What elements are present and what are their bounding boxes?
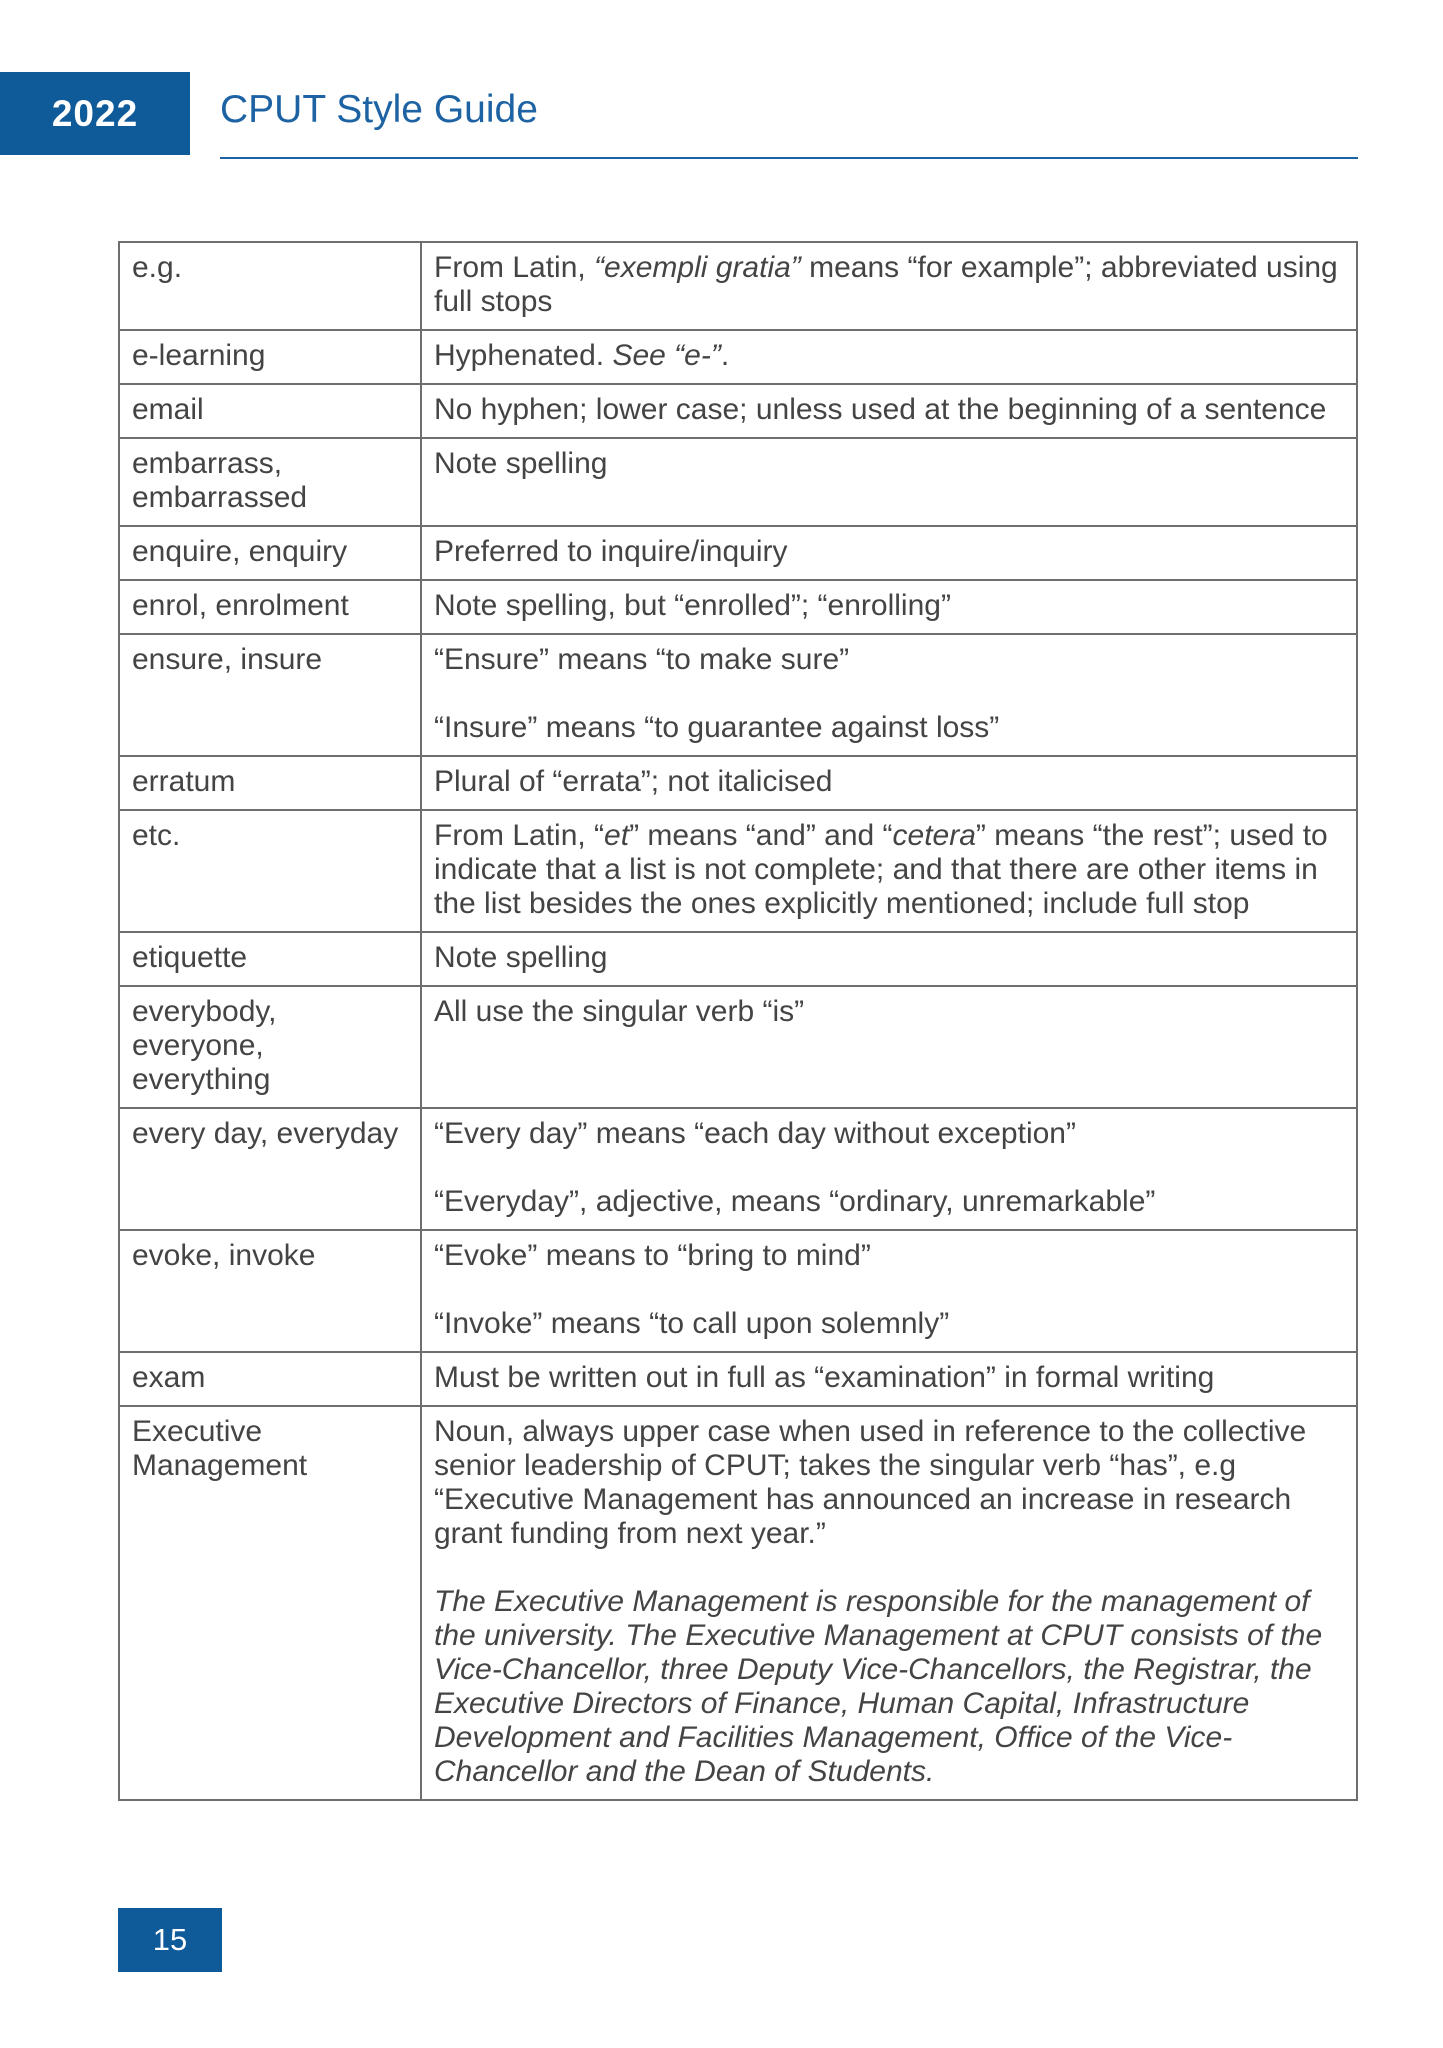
- definition-text: “Every day” means “each day without exception”: [434, 1117, 1076, 1150]
- definition-text: ” means “the rest”; used to indicate that a list is not complete; and that there are other items in the list besides the ones explicitly mentioned; include full stop: [434, 819, 1328, 920]
- glossary-definition: [421, 330, 1357, 384]
- definition-italic-text: See “e-”: [612, 339, 721, 372]
- definition-paragraph: [434, 339, 1344, 373]
- glossary-row: [119, 1352, 1357, 1406]
- glossary-term: etc.: [119, 810, 421, 932]
- definition-text: Preferred to inquire/inquiry: [434, 535, 788, 568]
- definition-paragraph: [434, 589, 1344, 623]
- glossary-definition: [421, 1352, 1357, 1406]
- definition-paragraph: [434, 995, 1344, 1029]
- definition-paragraph: [434, 1307, 1344, 1341]
- definition-text: From Latin,: [434, 251, 595, 284]
- glossary-definition: [421, 986, 1357, 1108]
- glossary-term: every day, everyday: [119, 1108, 421, 1230]
- definition-paragraph: [434, 447, 1344, 481]
- definition-text: No hyphen; lower case; unless used at the beginning of a sentence: [434, 393, 1327, 426]
- definition-paragraph: [434, 941, 1344, 975]
- definition-paragraph: [434, 643, 1344, 677]
- definition-paragraph: [434, 1585, 1344, 1789]
- definition-text: Must be written out in full as “examination” in formal writing: [434, 1361, 1215, 1394]
- glossary-term: etiquette: [119, 932, 421, 986]
- definition-text: ” means “and” and “: [629, 819, 893, 852]
- definition-text: From Latin, “: [434, 819, 605, 852]
- style-glossary-table: [118, 241, 1358, 1801]
- glossary-term: e.g.: [119, 242, 421, 330]
- definition-paragraph: [434, 1239, 1344, 1273]
- definition-paragraph: [434, 1185, 1344, 1219]
- definition-italic-text: The Executive Management is responsible for the management of the university. The Executive Management at CPUT consists of the Vice-Chancellor, three Deputy Vice-Chancellors, the Registrar, the Executive Directors of Finance, Human Capital, Infrastructure Development and Facilities Management, Office of the Vice-Chancellor and the Dean of Students.: [434, 1585, 1323, 1788]
- glossary-row: [119, 932, 1357, 986]
- definition-italic-text: et: [604, 819, 630, 852]
- glossary-row: [119, 526, 1357, 580]
- definition-text: “Invoke” means “to call upon solemnly”: [434, 1307, 950, 1340]
- glossary-body: [119, 242, 1357, 1800]
- definition-paragraph: [434, 535, 1344, 569]
- glossary-row: [119, 384, 1357, 438]
- definition-text: Note spelling: [434, 941, 608, 974]
- glossary-row: [119, 756, 1357, 810]
- glossary-definition: [421, 1406, 1357, 1800]
- guide-title: CPUT Style Guide: [220, 88, 538, 131]
- definition-text: Noun, always upper case when used in reference to the collective senior leadership of CPUT; takes the singular verb “has”, e.g “Executive Management has announced an increase in research grant funding from next year.”: [434, 1415, 1307, 1550]
- glossary-definition: [421, 242, 1357, 330]
- definition-paragraph: [434, 765, 1344, 799]
- header-divider: [220, 157, 1358, 159]
- glossary-definition: [421, 1108, 1357, 1230]
- glossary-row: [119, 810, 1357, 932]
- glossary-row: [119, 580, 1357, 634]
- glossary-term: ensure, insure: [119, 634, 421, 756]
- definition-text: Hyphenated.: [434, 339, 613, 372]
- glossary-term: enquire, enquiry: [119, 526, 421, 580]
- glossary-definition: [421, 810, 1357, 932]
- year-tab: 2022: [0, 72, 190, 155]
- glossary-row: [119, 242, 1357, 330]
- definition-text: “Everyday”, adjective, means “ordinary, unremarkable”: [434, 1185, 1156, 1218]
- glossary-definition: [421, 634, 1357, 756]
- definition-paragraph: [434, 819, 1344, 921]
- glossary-row: [119, 1230, 1357, 1352]
- definition-paragraph: [434, 1415, 1344, 1551]
- definition-paragraph: [434, 393, 1344, 427]
- definition-text: Plural of “errata”; not italicised: [434, 765, 833, 798]
- definition-text: means “for example”; abbreviated using full stops: [434, 251, 1338, 318]
- glossary-definition: [421, 526, 1357, 580]
- glossary-definition: [421, 438, 1357, 526]
- glossary-definition: [421, 384, 1357, 438]
- glossary-term: enrol, enrolment: [119, 580, 421, 634]
- definition-paragraph: [434, 1361, 1344, 1395]
- definition-text: Note spelling, but “enrolled”; “enrolling”: [434, 589, 951, 622]
- definition-text: .: [720, 339, 730, 372]
- glossary-term: Executive Management: [119, 1406, 421, 1800]
- definition-paragraph: [434, 251, 1344, 319]
- definition-italic-text: “exempli gratia”: [594, 251, 801, 284]
- glossary-row: [119, 986, 1357, 1108]
- glossary-row: [119, 438, 1357, 526]
- definition-italic-text: cetera: [892, 819, 976, 852]
- definition-text: Note spelling: [434, 447, 608, 480]
- definition-text: “Ensure” means “to make sure”: [434, 643, 850, 676]
- glossary-term: everybody, everyone, everything: [119, 986, 421, 1108]
- definition-paragraph: [434, 711, 1344, 745]
- glossary-term: evoke, invoke: [119, 1230, 421, 1352]
- glossary-definition: [421, 756, 1357, 810]
- glossary-term: erratum: [119, 756, 421, 810]
- glossary-term: exam: [119, 1352, 421, 1406]
- definition-text: “Insure” means “to guarantee against loss”: [434, 711, 1000, 744]
- glossary-definition: [421, 580, 1357, 634]
- glossary-definition: [421, 1230, 1357, 1352]
- glossary-term: embarrass, embarrassed: [119, 438, 421, 526]
- glossary-row: [119, 634, 1357, 756]
- definition-text: All use the singular verb “is”: [434, 995, 805, 1028]
- glossary-definition: [421, 932, 1357, 986]
- glossary-term: e-learning: [119, 330, 421, 384]
- page-number: 15: [118, 1908, 222, 1972]
- glossary-row: [119, 330, 1357, 384]
- definition-text: “Evoke” means to “bring to mind”: [434, 1239, 871, 1272]
- definition-paragraph: [434, 1117, 1344, 1151]
- glossary-row: [119, 1406, 1357, 1800]
- glossary-row: [119, 1108, 1357, 1230]
- glossary-term: email: [119, 384, 421, 438]
